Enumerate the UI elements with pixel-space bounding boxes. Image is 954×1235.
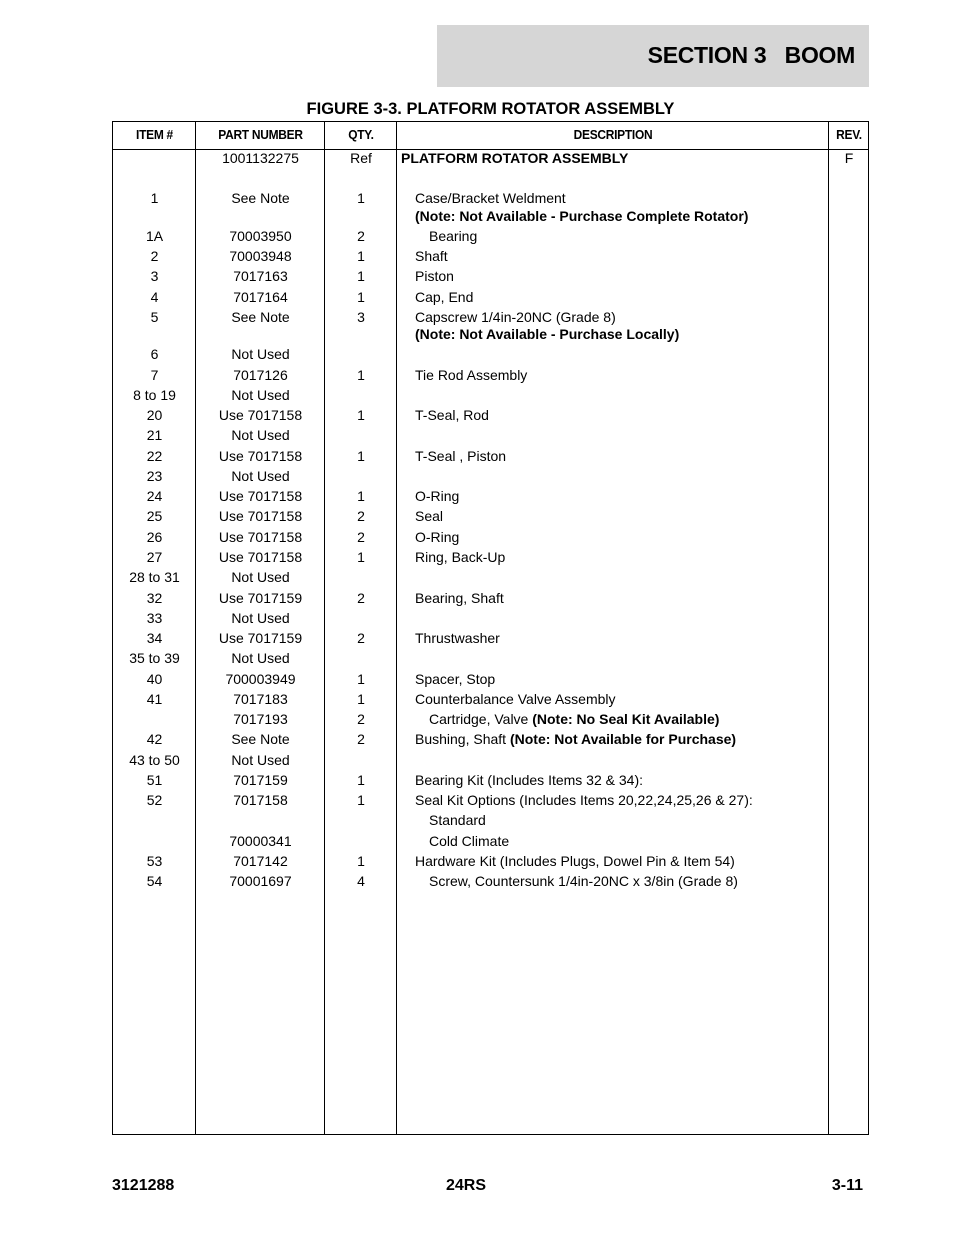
description-text: Case/Bracket Weldment — [415, 190, 566, 206]
item-number: 34 — [146, 630, 163, 646]
quantity: 3 — [357, 309, 365, 325]
part-number: 7017142 — [233, 853, 288, 869]
part-number: Not Used — [231, 569, 290, 585]
description-text: T-Seal , Piston — [415, 448, 507, 464]
item-number: 54 — [146, 873, 163, 889]
item-number: 35 to 39 — [129, 650, 180, 666]
description-text: Screw, Countersunk 1/4in-20NC x 3/8in (Grade 8) — [429, 873, 738, 889]
description-text: Bearing — [429, 228, 478, 244]
quantity: 1 — [357, 407, 365, 423]
part-number: 7017158 — [233, 792, 288, 808]
item-number: 51 — [146, 772, 163, 788]
part-number: Not Used — [231, 752, 290, 768]
description-note: (Note: No Seal Kit Available) — [532, 711, 720, 727]
description-text: PLATFORM ROTATOR ASSEMBLY — [401, 150, 629, 166]
table-row — [113, 407, 868, 427]
quantity: 1 — [357, 190, 365, 206]
section-title: SECTION 3 BOOM — [647, 42, 855, 68]
parts-table — [112, 121, 869, 1135]
table-row — [113, 190, 868, 210]
description — [415, 671, 495, 688]
description-text: Seal Kit Options (Includes Items 20,22,24,25,26 & 27): — [415, 792, 753, 808]
table-row — [113, 792, 868, 812]
quantity: 1 — [357, 691, 365, 707]
footer-model: 24RS — [446, 1177, 487, 1194]
description — [415, 248, 448, 265]
item-number: 26 — [146, 529, 163, 545]
item-number: 6 — [150, 346, 159, 362]
description — [415, 190, 566, 207]
part-number: 70003950 — [229, 228, 292, 244]
item-number: 43 to 50 — [129, 752, 180, 768]
part-number: 70001697 — [229, 873, 292, 889]
description-text: Cold Climate — [429, 833, 510, 849]
description-note: (Note: Not Available for Purchase) — [509, 731, 737, 747]
description — [429, 812, 486, 829]
item-number: 5 — [150, 309, 159, 325]
table-row — [113, 248, 868, 268]
quantity: 2 — [357, 630, 365, 646]
description — [401, 150, 628, 167]
item-number: 25 — [146, 508, 163, 524]
revision: F — [844, 150, 854, 166]
part-number: See Note — [231, 731, 290, 747]
description — [415, 691, 616, 708]
table-row — [113, 289, 868, 309]
item-number: 52 — [146, 792, 163, 808]
part-number: Use 7017158 — [218, 508, 303, 524]
description — [415, 853, 735, 870]
table-row — [113, 873, 868, 893]
table-row — [113, 691, 868, 711]
description — [415, 590, 504, 607]
part-number: Use 7017158 — [218, 448, 303, 464]
description — [415, 407, 489, 424]
quantity: 1 — [357, 289, 365, 305]
item-number: 24 — [146, 488, 163, 504]
table-row — [113, 853, 868, 873]
description — [415, 792, 753, 809]
description — [415, 772, 643, 789]
item-number: 41 — [146, 691, 163, 707]
column-header-item: ITEM # — [136, 127, 173, 142]
table-row — [113, 228, 868, 248]
part-number: Not Used — [231, 387, 290, 403]
quantity: 1 — [357, 248, 365, 264]
description — [415, 488, 459, 505]
column-header-qty: QTY. — [348, 127, 374, 142]
table-row — [113, 812, 868, 832]
table-row — [113, 529, 868, 549]
description-note: (Note: Not Available - Purchase Complete Rotator) — [415, 208, 749, 224]
description-text: Ring, Back-Up — [415, 549, 506, 565]
quantity: 1 — [357, 853, 365, 869]
item-number: 40 — [146, 671, 163, 687]
description-text: Thrustwasher — [415, 630, 500, 646]
description — [415, 289, 473, 306]
quantity: 1 — [357, 448, 365, 464]
quantity: 2 — [357, 711, 365, 727]
item-number: 53 — [146, 853, 163, 869]
description-text: O-Ring — [415, 488, 460, 504]
item-number: 20 — [146, 407, 163, 423]
quantity: 2 — [357, 529, 365, 545]
description-text: Standard — [429, 812, 486, 828]
column-header-description: DESCRIPTION — [573, 127, 653, 142]
table-row — [113, 387, 868, 407]
part-number: 7017164 — [233, 289, 288, 305]
part-number: Not Used — [231, 610, 290, 626]
item-number: 33 — [146, 610, 163, 626]
item-number: 42 — [146, 731, 163, 747]
description-text: Piston — [415, 268, 454, 284]
item-number: 23 — [146, 468, 163, 484]
table-row — [113, 610, 868, 630]
footer-doc-number: 3121288 — [112, 1177, 175, 1194]
quantity: 1 — [357, 772, 365, 788]
part-number: Not Used — [231, 468, 290, 484]
description — [429, 711, 719, 728]
table-row — [113, 427, 868, 447]
part-number: 7017163 — [233, 268, 288, 284]
item-number: 4 — [150, 289, 159, 305]
item-number: 2 — [150, 248, 159, 264]
description-text: O-Ring — [415, 529, 460, 545]
column-header-rev: REV. — [836, 127, 862, 142]
description — [415, 549, 505, 566]
part-number: 70003948 — [229, 248, 292, 264]
part-number: See Note — [231, 190, 290, 206]
description — [415, 731, 736, 748]
description-text: Cap, End — [415, 289, 474, 305]
quantity: 1 — [357, 671, 365, 687]
description — [415, 630, 500, 647]
table-row — [113, 549, 868, 569]
part-number: Use 7017158 — [218, 407, 303, 423]
part-number: 7017193 — [233, 711, 288, 727]
item-number: 7 — [150, 367, 159, 383]
part-number: 7017126 — [233, 367, 288, 383]
part-number: Use 7017159 — [218, 590, 303, 606]
quantity: 1 — [357, 488, 365, 504]
item-number: 1A — [145, 228, 164, 244]
description — [415, 268, 454, 285]
description — [415, 448, 506, 465]
quantity: Ref — [350, 150, 372, 166]
quantity: 2 — [357, 508, 365, 524]
part-number: Not Used — [231, 650, 290, 666]
description — [429, 833, 509, 850]
footer-page-number: 3-11 — [831, 1177, 863, 1194]
table-row — [113, 630, 868, 650]
description-note: (Note: Not Available - Purchase Locally) — [415, 326, 680, 342]
description-text: T-Seal, Rod — [415, 407, 489, 423]
description-text: Spacer, Stop — [415, 671, 496, 687]
figure-title: FIGURE 3-3. PLATFORM ROTATOR ASSEMBLY — [306, 100, 675, 118]
part-number: 7017183 — [233, 691, 288, 707]
description-text: Bearing Kit (Includes Items 32 & 34): — [415, 772, 643, 788]
table-row — [113, 268, 868, 288]
table-row — [113, 569, 868, 589]
item-number: 27 — [146, 549, 163, 565]
table-row — [113, 508, 868, 528]
item-number: 21 — [146, 427, 163, 443]
item-number: 32 — [146, 590, 163, 606]
item-number: 28 to 31 — [129, 569, 180, 585]
part-number: 70000341 — [229, 833, 292, 849]
description-text: Counterbalance Valve Assembly — [415, 691, 616, 707]
quantity: 1 — [357, 549, 365, 565]
table-row — [113, 208, 868, 228]
table-row — [113, 650, 868, 670]
part-number: 7017159 — [233, 772, 288, 788]
table-row — [113, 346, 868, 366]
quantity: 2 — [357, 228, 365, 244]
column-header-part-number: PART NUMBER — [218, 127, 303, 142]
part-number: See Note — [231, 309, 290, 325]
item-number: 1 — [150, 190, 159, 206]
part-number: Use 7017158 — [218, 488, 303, 504]
quantity: 2 — [357, 590, 365, 606]
description — [415, 529, 459, 546]
description — [429, 873, 738, 890]
section-header — [437, 25, 869, 87]
quantity: 4 — [357, 873, 365, 889]
description — [415, 367, 527, 384]
item-number: 8 to 19 — [133, 387, 176, 403]
item-number: 3 — [150, 268, 159, 284]
part-number: Not Used — [231, 346, 290, 362]
part-number: Not Used — [231, 427, 290, 443]
description-text: Cartridge, Valve — [429, 711, 533, 727]
table-row — [113, 731, 868, 751]
description-text: Shaft — [415, 248, 448, 264]
description-text: Capscrew 1/4in-20NC (Grade 8) — [415, 309, 616, 325]
description — [415, 309, 616, 326]
description — [415, 508, 443, 525]
description-text: Tie Rod Assembly — [415, 367, 528, 383]
table-row — [113, 150, 868, 170]
quantity: 2 — [357, 731, 365, 747]
description-text: Hardware Kit (Includes Plugs, Dowel Pin & Item 54) — [415, 853, 735, 869]
quantity: 1 — [357, 792, 365, 808]
table-row — [113, 326, 868, 346]
description-text: Seal — [415, 508, 444, 524]
table-row — [113, 448, 868, 468]
description-text: Bearing, Shaft — [415, 590, 504, 606]
table-row — [113, 671, 868, 691]
description — [415, 326, 679, 343]
table-row — [113, 833, 868, 853]
table-row — [113, 590, 868, 610]
item-number: 22 — [146, 448, 163, 464]
quantity: 1 — [357, 268, 365, 284]
description — [429, 228, 477, 245]
description-text: Bushing, Shaft — [415, 731, 510, 747]
part-number: Use 7017159 — [218, 630, 303, 646]
part-number: 700003949 — [225, 671, 296, 687]
table-row — [113, 772, 868, 792]
table-row — [113, 367, 868, 387]
description — [415, 208, 748, 225]
table-row — [113, 711, 868, 731]
part-number: Use 7017158 — [218, 549, 303, 565]
table-row — [113, 488, 868, 508]
part-number: Use 7017158 — [218, 529, 303, 545]
table-row — [113, 752, 868, 772]
part-number: 1001132275 — [222, 150, 299, 166]
table-row — [113, 468, 868, 488]
quantity: 1 — [357, 367, 365, 383]
